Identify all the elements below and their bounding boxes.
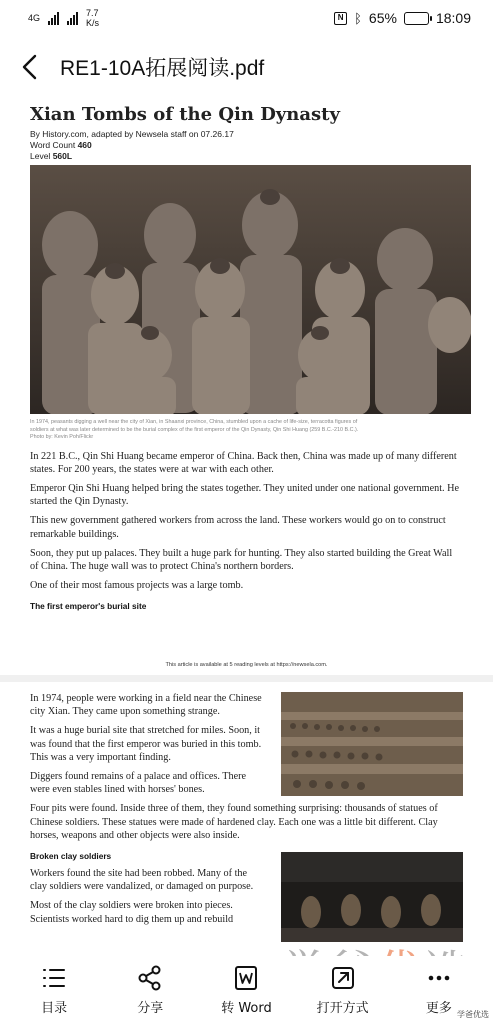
- speed-unit: K/s: [86, 18, 100, 28]
- article-title: Xian Tombs of the Qin Dynasty: [30, 104, 340, 125]
- network-speed: [86, 8, 99, 28]
- paragraph: In 221 B.C., Qin Shi Huang became emperor of China. Back then, China was made up of many different states. For 200 years, the states were at war with each other.: [30, 450, 457, 475]
- app-header: [0, 36, 493, 98]
- battery-percent: 65%: [368, 10, 397, 26]
- pdf-viewer[interactable]: [0, 98, 493, 956]
- pdf-page-2: [0, 682, 493, 956]
- word-count-label: Word Count: [30, 140, 76, 150]
- paragraph: Diggers found remains of a palace and offices. There were even stables lined with horses' bones.: [30, 771, 247, 796]
- toolbar-contents-button[interactable]: [9, 965, 99, 1016]
- level-value: 560L: [52, 151, 73, 161]
- page2-bottom-row: [30, 842, 463, 942]
- word-count: [30, 140, 463, 151]
- toolbar-label: 更多: [425, 1000, 452, 1016]
- status-right: [334, 10, 471, 26]
- chevron-left-icon: [19, 54, 41, 80]
- terracotta-army-photo: [30, 165, 471, 414]
- paragraph: In 1974, people were working in a field near the Chinese city Xian. They came upon something strange.: [30, 693, 262, 718]
- toolbar-label: 打开方式: [316, 1000, 369, 1016]
- document-title: RE1-10A拓展阅读.pdf: [60, 57, 265, 80]
- paragraph: Most of the clay soldiers were broken into pieces. Scientists worked hard to dig them up and rebuild: [30, 900, 234, 925]
- list-icon: [41, 965, 67, 991]
- paragraph: Four pits were found. Inside three of them, they found something surprising: thousands of statues of Chinese soldiers. These statues were made of hardened clay. Each one was a little bit different. Clay horses, weapons and other objects were also inside.: [30, 803, 438, 841]
- page2-text-column: [30, 692, 263, 796]
- reading-level: [30, 151, 463, 162]
- signal-icon-2: [67, 12, 78, 25]
- status-bar: [0, 0, 493, 36]
- byline: By History.com, adapted by Newsela staff on 07.26.17: [30, 129, 234, 139]
- toolbar-label: 转 Word: [221, 1000, 272, 1016]
- caption-line-1: In 1974, peasants digging a well near the city of Xian, in Shaanxi province, China, stumbled upon a cache of life-size, terracotta figures of: [30, 419, 358, 425]
- caption-line-2: soldiers at what was later determined to be the burial complex of the first emperor of the Qin Dynasty, Qin Shi Huang (259 B.C.-210 B.C.).: [30, 426, 359, 433]
- network-type: 4G: [28, 13, 41, 23]
- caption-line-3: Photo by: Kevin Poh/Flickr: [30, 434, 94, 440]
- paragraph: Workers found the site had been robbed. Many of the clay soldiers were vandalized, or damaged on purpose.: [30, 868, 254, 893]
- clock: 18:09: [435, 10, 471, 26]
- toolbar-share-button[interactable]: [105, 965, 195, 1016]
- open-with-icon: [330, 965, 356, 991]
- museum-photo-graphic: [281, 852, 463, 942]
- word-count-value: 460: [77, 140, 92, 150]
- paragraph: Emperor Qin Shi Huang helped bring the states together. They united under one national government. He started the Qin Dynasty.: [30, 482, 459, 508]
- paragraph: It was a huge burial site that stretched for miles. Soon, it was found that the first emperor was buried in this tomb. This was a very important finding.: [30, 725, 262, 763]
- share-icon: [137, 965, 163, 991]
- excavation-pit-photo: [281, 692, 463, 796]
- toolbar-label: 目录: [41, 1000, 68, 1016]
- nfc-icon: N: [334, 12, 347, 25]
- signal-icon: [48, 12, 59, 25]
- bottom-toolbar: [0, 956, 493, 1024]
- speed-value: 7.7: [86, 8, 99, 18]
- page2-text-column-2: [30, 842, 263, 942]
- back-button[interactable]: [0, 36, 60, 98]
- status-left: [28, 8, 99, 28]
- section-heading: Broken clay soldiers: [30, 851, 112, 862]
- pdf-page-1: [0, 98, 493, 675]
- battery-icon: [404, 12, 429, 25]
- paragraph: Soon, they put up palaces. They built a huge park for hunting. They also started building the Great Wall of China. The huge wall was to protect China's northern borders.: [30, 547, 453, 572]
- toolbar-label: 分享: [137, 1000, 164, 1016]
- terracotta-photo-graphic: [30, 165, 471, 414]
- museum-hall-photo: [281, 852, 463, 942]
- page-footer-note: This article is available at 5 reading levels at https://newsela.com.: [165, 662, 328, 668]
- excavation-photo-graphic: [281, 692, 463, 796]
- toolbar-more-button[interactable]: [394, 965, 484, 1016]
- level-label: Level: [30, 151, 51, 161]
- corner-watermark: 学爸优选: [457, 1010, 489, 1019]
- section-heading: The first emperor's burial site: [30, 601, 147, 612]
- paragraph: This new government gathered workers from across the land. These workers would go on to construct remarkable buildings.: [30, 515, 446, 540]
- bluetooth-icon: ᛒ: [354, 10, 362, 26]
- word-convert-icon: [233, 965, 259, 991]
- more-icon: [426, 965, 452, 991]
- photo-caption: [30, 419, 463, 442]
- toolbar-convert-word-button[interactable]: [201, 965, 291, 1016]
- paragraph: One of their most famous projects was a large tomb.: [30, 580, 244, 592]
- toolbar-open-with-button[interactable]: [298, 965, 388, 1016]
- page2-top-row: [30, 692, 463, 796]
